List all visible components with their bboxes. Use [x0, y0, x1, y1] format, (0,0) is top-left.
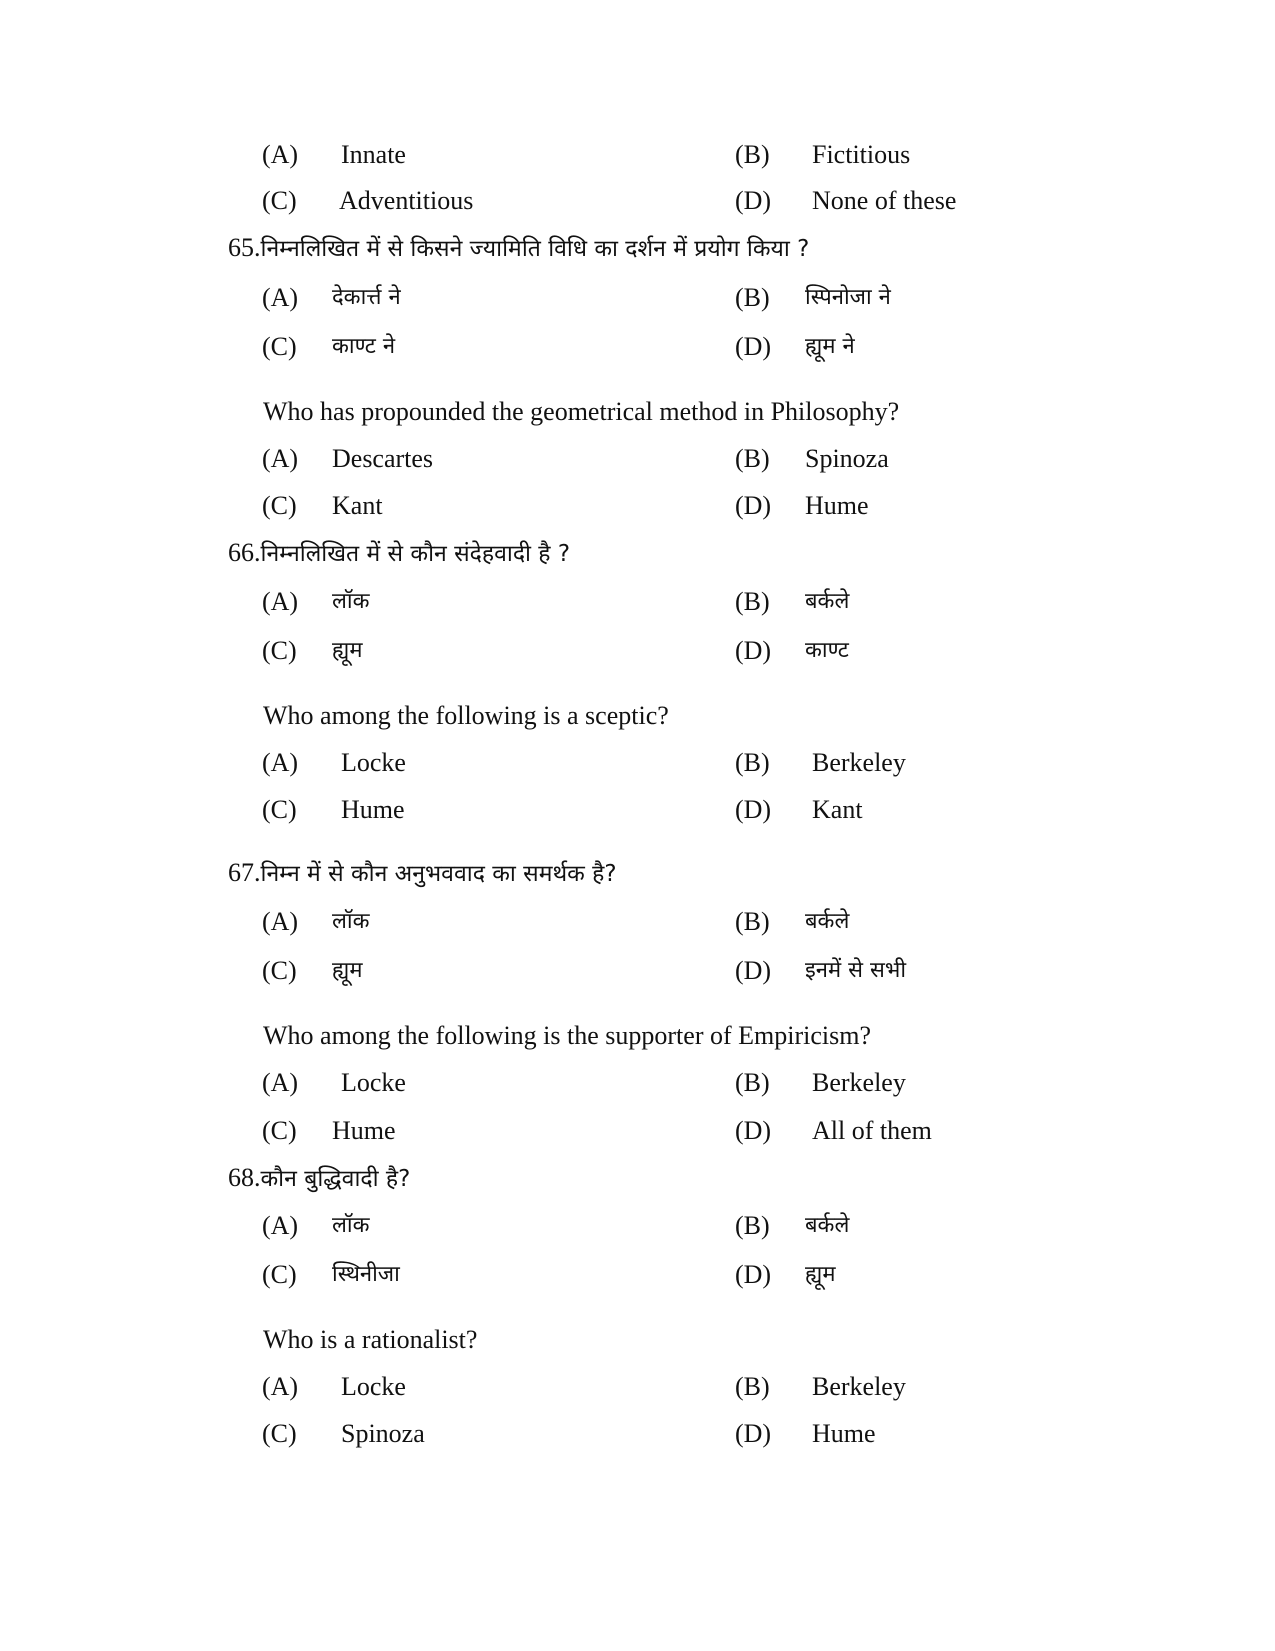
q65-hi-option-b-label: (B)	[735, 283, 770, 312]
q68-hi-option-a-label: (A)	[262, 1211, 299, 1240]
q67-en-option-b-label: (B)	[735, 1068, 770, 1097]
q66-en-option-d-label: (D)	[735, 795, 772, 824]
q66-hi-option-d-label: (D)	[735, 636, 772, 665]
q65-hi-option-d-label: (D)	[735, 332, 772, 361]
question-number: 65.	[228, 233, 261, 262]
q66-hi-option-b-label: (B)	[735, 587, 770, 616]
q68-hi-option-b-label: (B)	[735, 1211, 770, 1240]
q65-en-option-c-label: (C)	[262, 491, 297, 520]
q66-en-option-c-text: Hume	[341, 795, 405, 824]
q68-en-option-c-text: Spinoza	[341, 1419, 425, 1448]
q65-en-option-d-text: Hume	[805, 491, 869, 520]
q68-en-option-c-label: (C)	[262, 1419, 297, 1448]
q65-en-option-b-label: (B)	[735, 444, 770, 473]
q68-hi-option-d-label: (D)	[735, 1260, 772, 1289]
q64-option-b-label: (B)	[735, 140, 770, 169]
q66-hi-option-c-text: ह्यूम	[332, 638, 363, 663]
question-text: निम्न में से कौन अनुभववाद का समर्थक है?	[260, 861, 617, 887]
q68-en-option-d-label: (D)	[735, 1419, 772, 1448]
q68-hi-option-a-text: लॉक	[332, 1213, 370, 1238]
q66-hi-option-a-label: (A)	[262, 587, 299, 616]
q67-hi-option-c-label: (C)	[262, 956, 297, 985]
question-text: निम्नलिखित में से कौन संदेहवादी है ?	[260, 541, 571, 567]
q68-hi-option-c-text: स्थिनीजा	[332, 1262, 400, 1287]
q67-question-hindi	[228, 858, 617, 889]
q67-en-option-d-label: (D)	[735, 1116, 772, 1145]
q68-question-english: Who is a rationalist?	[263, 1325, 478, 1354]
question-number: 66.	[228, 538, 261, 567]
q65-en-option-d-label: (D)	[735, 491, 772, 520]
question-text: कौन बुद्धिवादी है?	[260, 1166, 411, 1192]
q67-hi-option-b-text: बर्कले	[805, 909, 850, 934]
q67-hi-option-c-text: ह्यूम	[332, 958, 363, 983]
q66-hi-option-d-text: काण्ट	[805, 638, 849, 663]
q65-question-hindi	[228, 233, 809, 264]
q66-question-english: Who among the following is a sceptic?	[263, 701, 669, 730]
q65-en-option-b-text: Spinoza	[805, 444, 889, 473]
q64-option-a-text: Innate	[341, 140, 406, 169]
q65-en-option-a-text: Descartes	[332, 444, 434, 473]
q65-hi-option-c-text: काण्ट ने	[332, 334, 396, 359]
q65-hi-option-b-text: स्पिनोजा ने	[805, 285, 891, 310]
q64-option-a-label: (A)	[262, 140, 299, 169]
q65-hi-option-a-text: देकार्त्त ने	[332, 285, 401, 310]
q67-en-option-a-text: Locke	[341, 1068, 406, 1097]
q64-option-c-text: Adventitious	[339, 186, 474, 215]
q67-hi-option-d-label: (D)	[735, 956, 772, 985]
q66-en-option-b-text: Berkeley	[812, 748, 906, 777]
q68-en-option-b-text: Berkeley	[812, 1372, 906, 1401]
q65-hi-option-c-label: (C)	[262, 332, 297, 361]
q68-en-option-a-label: (A)	[262, 1372, 299, 1401]
q67-en-option-d-text: All of them	[812, 1116, 932, 1145]
q67-en-option-c-label: (C)	[262, 1116, 297, 1145]
q68-question-hindi	[228, 1163, 410, 1194]
q64-option-d-text: None of these	[812, 186, 957, 215]
q65-en-option-c-text: Kant	[332, 491, 383, 520]
q68-en-option-d-text: Hume	[812, 1419, 876, 1448]
q68-hi-option-d-text: ह्यूम	[805, 1262, 836, 1287]
q67-hi-option-b-label: (B)	[735, 907, 770, 936]
q67-hi-option-a-label: (A)	[262, 907, 299, 936]
q64-option-d-label: (D)	[735, 186, 772, 215]
q67-en-option-a-label: (A)	[262, 1068, 299, 1097]
q68-en-option-b-label: (B)	[735, 1372, 770, 1401]
q66-en-option-c-label: (C)	[262, 795, 297, 824]
q68-hi-option-c-label: (C)	[262, 1260, 297, 1289]
q66-en-option-a-text: Locke	[341, 748, 406, 777]
q64-option-b-text: Fictitious	[812, 140, 911, 169]
q66-hi-option-a-text: लॉक	[332, 589, 370, 614]
q66-hi-option-c-label: (C)	[262, 636, 297, 665]
question-text: निम्नलिखित में से किसने ज्यामिति विधि का दर्शन में प्रयोग किया ?	[260, 236, 810, 262]
q65-question-english: Who has propounded the geometrical method in Philosophy?	[263, 397, 900, 426]
q66-hi-option-b-text: बर्कले	[805, 589, 850, 614]
q65-en-option-a-label: (A)	[262, 444, 299, 473]
q64-option-c-label: (C)	[262, 186, 297, 215]
q65-hi-option-a-label: (A)	[262, 283, 299, 312]
question-number: 68.	[228, 1163, 261, 1192]
q68-hi-option-b-text: बर्कले	[805, 1213, 850, 1238]
q66-en-option-a-label: (A)	[262, 748, 299, 777]
q66-en-option-d-text: Kant	[812, 795, 863, 824]
q65-hi-option-d-text: ह्यूम ने	[805, 334, 855, 359]
question-number: 67.	[228, 858, 261, 887]
q68-en-option-a-text: Locke	[341, 1372, 406, 1401]
q66-en-option-b-label: (B)	[735, 748, 770, 777]
q66-question-hindi	[228, 538, 570, 569]
q67-question-english: Who among the following is the supporter of Empiricism?	[263, 1021, 871, 1050]
q67-en-option-b-text: Berkeley	[812, 1068, 906, 1097]
q67-hi-option-d-text: इनमें से सभी	[805, 958, 907, 983]
q67-hi-option-a-text: लॉक	[332, 909, 370, 934]
q67-en-option-c-text: Hume	[332, 1116, 396, 1145]
